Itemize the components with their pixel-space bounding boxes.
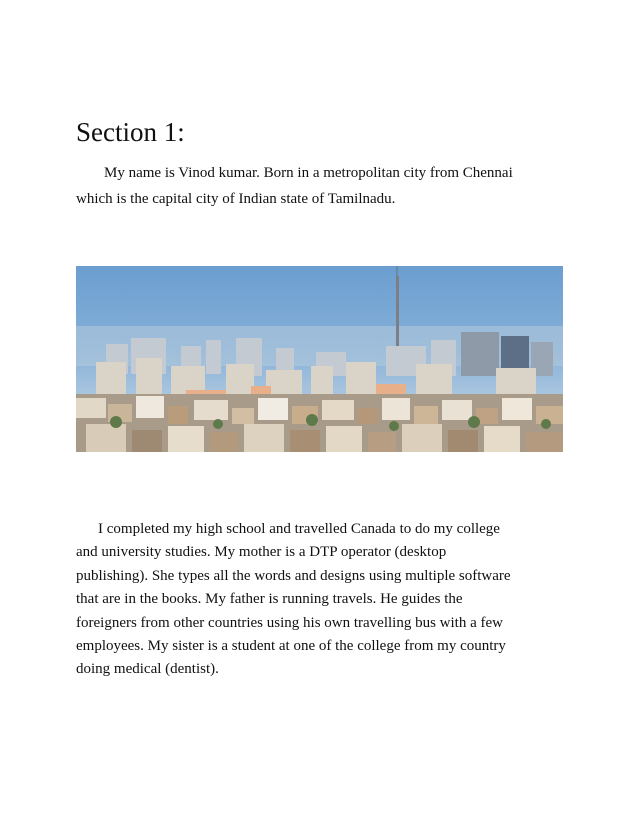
body-line: that are in the books. My father is running travels. He guides the: [76, 591, 463, 608]
section-heading: Section 1:: [76, 117, 185, 147]
body-line: I completed my high school and travelled Canada to do my college: [98, 521, 500, 537]
intro-line: My name is Vinod kumar. Born in a metropolitan city from Chennai: [104, 165, 513, 181]
body-line: employees. My sister is a student at one of the college from my country: [76, 638, 506, 655]
body-line: foreigners from other countries using his own travelling bus with a few: [76, 614, 503, 631]
intro-paragraph: [76, 160, 566, 212]
body-paragraph: [76, 518, 566, 682]
body-line: doing medical (dentist).: [76, 661, 219, 678]
city-skyline-photo: [76, 266, 563, 452]
body-line: and university studies. My mother is a DTP operator (desktop: [76, 544, 447, 561]
intro-line: which is the capital city of Indian state of Tamilnadu.: [76, 191, 396, 207]
body-line: publishing). She types all the words and designs using multiple software: [76, 567, 511, 584]
